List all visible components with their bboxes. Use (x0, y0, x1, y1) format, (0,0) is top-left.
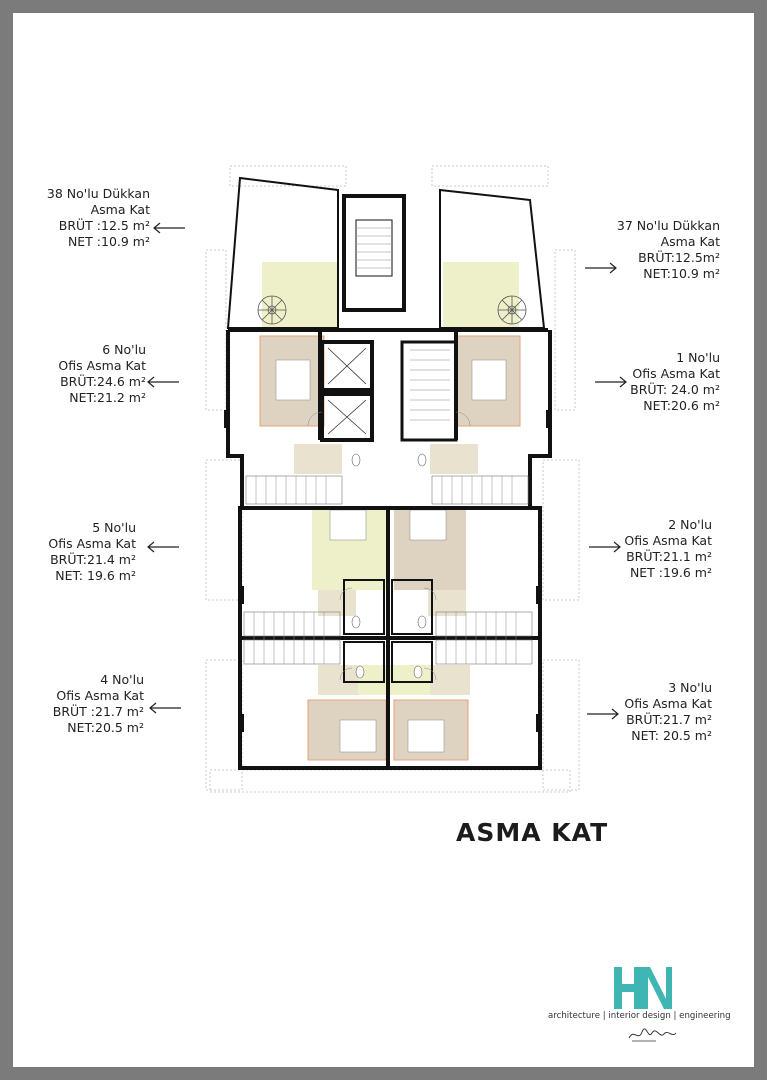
core-walls (322, 196, 456, 440)
arrow-left-icon (152, 222, 186, 234)
unit-label-shop-37: 37 No'lu Dükkan Asma Kat BRÜT:12.5m² NET:10.9 m² (616, 218, 720, 281)
company-logo (612, 965, 674, 1011)
room-shop-38 (262, 262, 338, 328)
unit-label-office-3: 3 No'lu Ofis Asma Kat BRÜT:21.7 m² NET: 20.5 m² (624, 680, 712, 743)
unit-label-office-6: 6 No'lu Ofis Asma Kat BRÜT:24.6 m² NET:21.2 m² (58, 342, 146, 405)
unit-label-office-5: 5 No'lu Ofis Asma Kat BRÜT:21.4 m² NET: 19.6 m² (48, 520, 136, 583)
arrow-right-icon (594, 376, 628, 388)
arrow-right-icon (588, 541, 622, 553)
spiral-stair-icon (258, 296, 286, 324)
unit-label-office-4: 4 No'lu Ofis Asma Kat BRÜT :21.7 m² NET:20.5 m² (52, 672, 144, 735)
arrow-left-icon (146, 541, 180, 553)
unit-label-office-2: 2 No'lu Ofis Asma Kat BRÜT:21.1 m² NET :19.6 m² (624, 517, 712, 580)
unit-label-office-1: 1 No'lu Ofis Asma Kat BRÜT: 24.0 m² NET:20.6 m² (630, 350, 720, 413)
floor-plan (200, 160, 580, 800)
arrow-left-icon (146, 376, 180, 388)
plan-title: ASMA KAT (456, 818, 609, 847)
signature-icon (626, 1024, 678, 1044)
unit-label-shop-38: 38 No'lu Dükkan Asma Kat BRÜT :12.5 m² NET :10.9 m² (46, 186, 150, 249)
room-shop-37 (443, 262, 519, 328)
logo-tagline: architecture | interior design | engineering (548, 1011, 731, 1021)
arrow-right-icon (586, 708, 620, 720)
spiral-stair-icon (498, 296, 526, 324)
arrow-left-icon (148, 702, 182, 714)
arrow-right-icon (584, 262, 618, 274)
